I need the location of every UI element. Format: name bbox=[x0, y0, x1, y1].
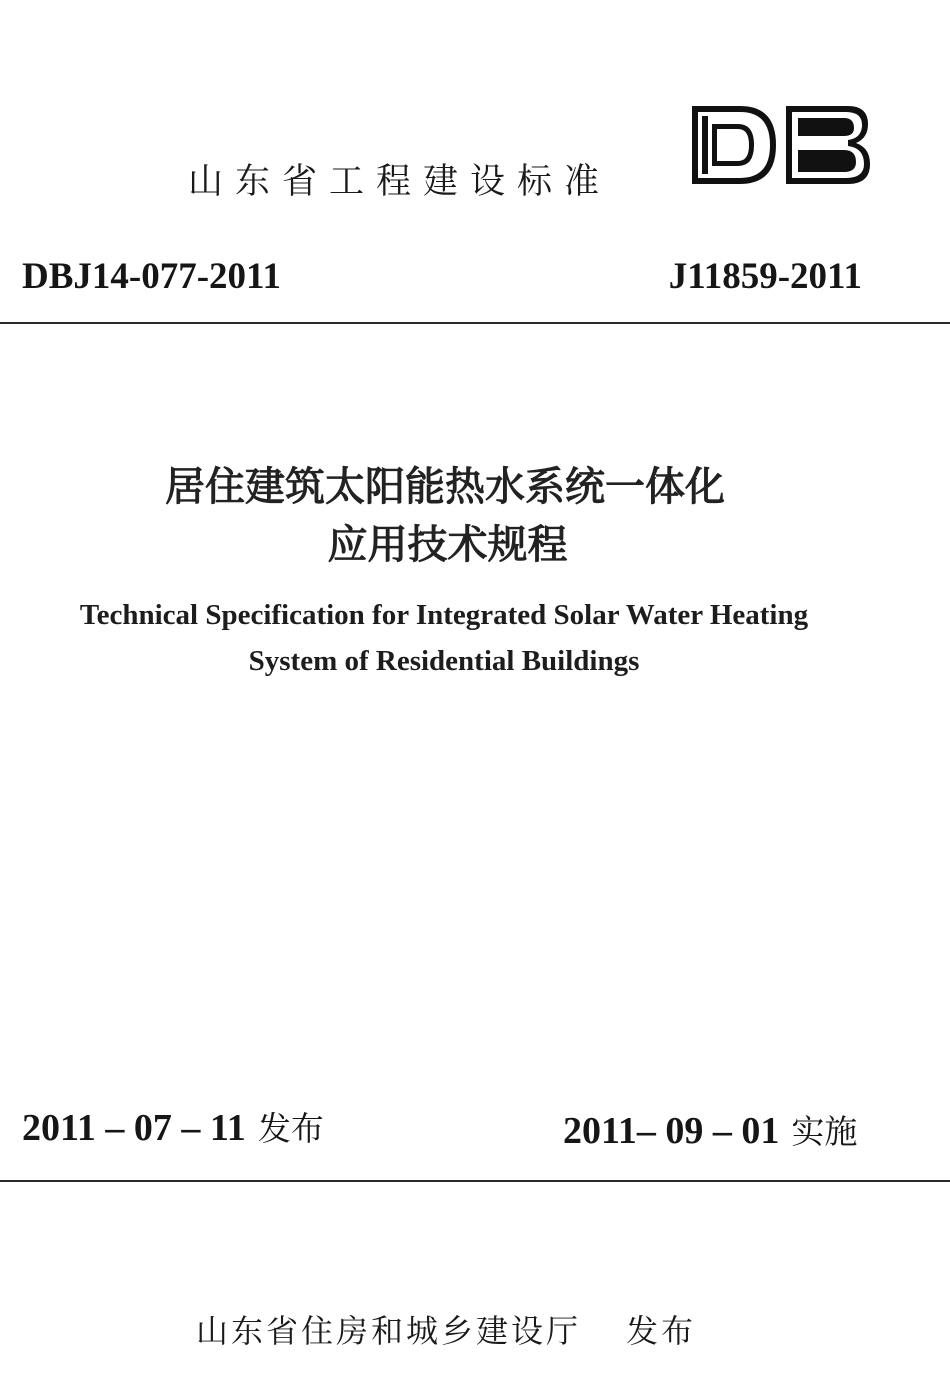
bottom-divider bbox=[0, 1180, 950, 1182]
effective-date: 2011– 09 – 01 bbox=[563, 1110, 780, 1152]
issue-date-block bbox=[22, 1103, 324, 1150]
effective-label: 实施 bbox=[791, 1112, 858, 1151]
title-english-line1: Technical Specification for Integrated Solar Water Heating bbox=[79, 599, 809, 631]
standard-number: DBJ14-077-2011 bbox=[22, 256, 281, 297]
title-chinese-line1: 居住建筑太阳能热水系统一体化 bbox=[165, 463, 725, 510]
record-number: J11859-2011 bbox=[668, 256, 862, 297]
issue-label: 发布 bbox=[257, 1109, 324, 1148]
top-divider bbox=[0, 322, 950, 324]
title-english-line2: System of Residential Buildings bbox=[248, 645, 640, 677]
db-logo bbox=[688, 100, 874, 190]
title-english bbox=[0, 592, 888, 684]
title-chinese-line2: 应用技术规程 bbox=[327, 521, 568, 568]
issue-date: 2011 – 07 – 11 bbox=[22, 1107, 246, 1149]
effective-date-block bbox=[563, 1106, 857, 1153]
publisher-action: 发布 bbox=[626, 1312, 697, 1350]
standard-category: 山东省工程建设标准 bbox=[188, 162, 612, 202]
title-chinese bbox=[0, 458, 890, 574]
publisher: 山东省住房和城乡建设厅 bbox=[196, 1312, 582, 1350]
